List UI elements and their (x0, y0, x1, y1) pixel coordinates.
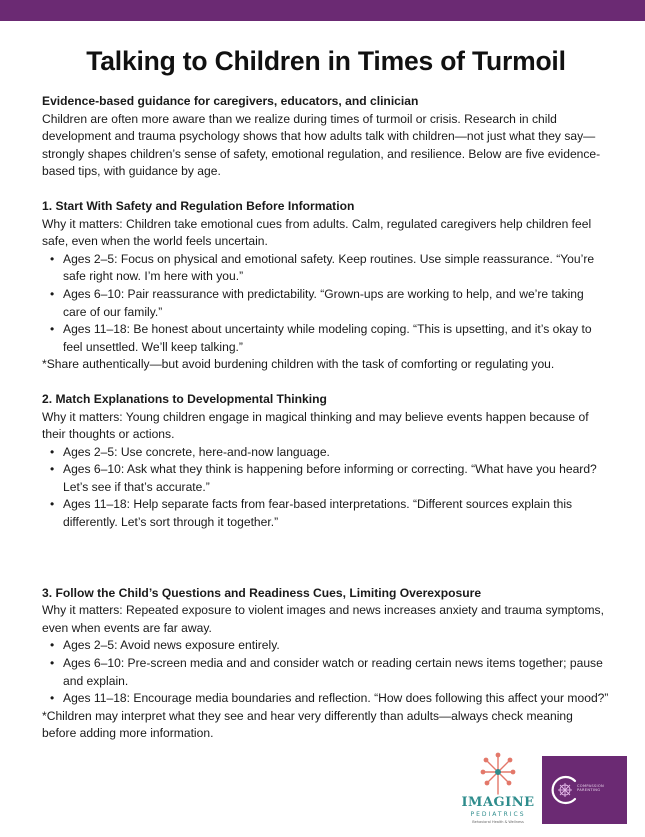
list-item: • Ages 2–5: Focus on physical and emotional safety. Keep routines. Use simple reassurance. “You’re safe right now. I’m here with you.” (42, 251, 610, 286)
page-title: Talking to Children in Times of Turmoil (86, 46, 566, 76)
list-item: • Ages 6–10: Pre-screen media and and consider watch or reading certain news items together; pause and explain. (42, 655, 610, 690)
list-item: • Ages 11–18: Help separate facts from fear-based interpretations. “Different sources explain this differently. Let’s sort through it together.” (42, 496, 610, 531)
list-item: • Ages 6–10: Ask what they think is happening before informing or correcting. “What have you heard? Let’s see if that’s accurate.” (42, 461, 610, 496)
section-note: *Children may interpret what they see and hear very differently than adults—always check meaning before adding more information. (42, 708, 573, 741)
list-item: • Ages 2–5: Avoid news exposure entirely. (42, 637, 610, 655)
section-heading: 2. Match Explanations to Developmental Thinking (42, 391, 327, 406)
flower-icon (458, 750, 538, 796)
document-body (42, 46, 610, 743)
list-item: • Ages 11–18: Be honest about uncertainty while modeling coping. “This is upsetting, and it’s okay to feel unsettled. We’ll keep talking.” (42, 321, 610, 356)
imagine-pediatrics-logo (458, 750, 538, 830)
section-3 (42, 585, 610, 743)
section-heading: 1. Start With Safety and Regulation Before Information (42, 198, 355, 213)
section-why: Why it matters: Young children engage in magical thinking and may believe events happen because of their thoughts or actions. (42, 409, 589, 442)
intro-heading: Evidence-based guidance for caregivers, educators, and clinician (42, 94, 419, 108)
imagine-tagline: Behavioral Health & Wellness (472, 820, 524, 824)
section-heading: 3. Follow the Child’s Questions and Readiness Cues, Limiting Overexposure (42, 585, 482, 600)
section-2 (42, 391, 610, 532)
list-item: • Ages 11–18: Encourage media boundaries and reflection. “How does following this affect your mood?” (42, 690, 610, 708)
section-1 (42, 198, 610, 374)
header-bar (0, 0, 645, 21)
bullet-list (42, 444, 610, 532)
compassion-wordmark: COMPASSION PARENTING (577, 784, 604, 792)
intro-body: Children are often more aware than we realize during times of turmoil or crisis. Research in child development and trauma psychology shows that how adults talk with children—not just what they say—strongly shapes children’s sense of safety, emotional regulation, and resilience. Below are five evidence-based tips, with guidance by age. (42, 111, 601, 179)
section-why: Why it matters: Repeated exposure to violent images and news increases anxiety and trauma symptoms, even when events are far away. (42, 603, 604, 635)
section-note: *Share authentically—but avoid burdening children with the task of comforting or regulating you. (42, 357, 555, 372)
section-why: Why it matters: Children take emotional cues from adults. Calm, regulated caregivers help children feel safe, even when the world feels uncertain. (42, 216, 592, 249)
bullet-list (42, 637, 610, 707)
list-item: • Ages 2–5: Use concrete, here-and-now language. (42, 444, 610, 462)
list-item: • Ages 6–10: Pair reassurance with predictability. “Grown-ups are working to help, and we’re taking care of our family.” (42, 286, 610, 321)
pediatrics-wordmark: PEDIATRICS (470, 811, 526, 818)
compassion-parenting-logo (542, 756, 627, 824)
imagine-wordmark: IMAGINE (461, 795, 535, 810)
bullet-list (42, 251, 610, 357)
